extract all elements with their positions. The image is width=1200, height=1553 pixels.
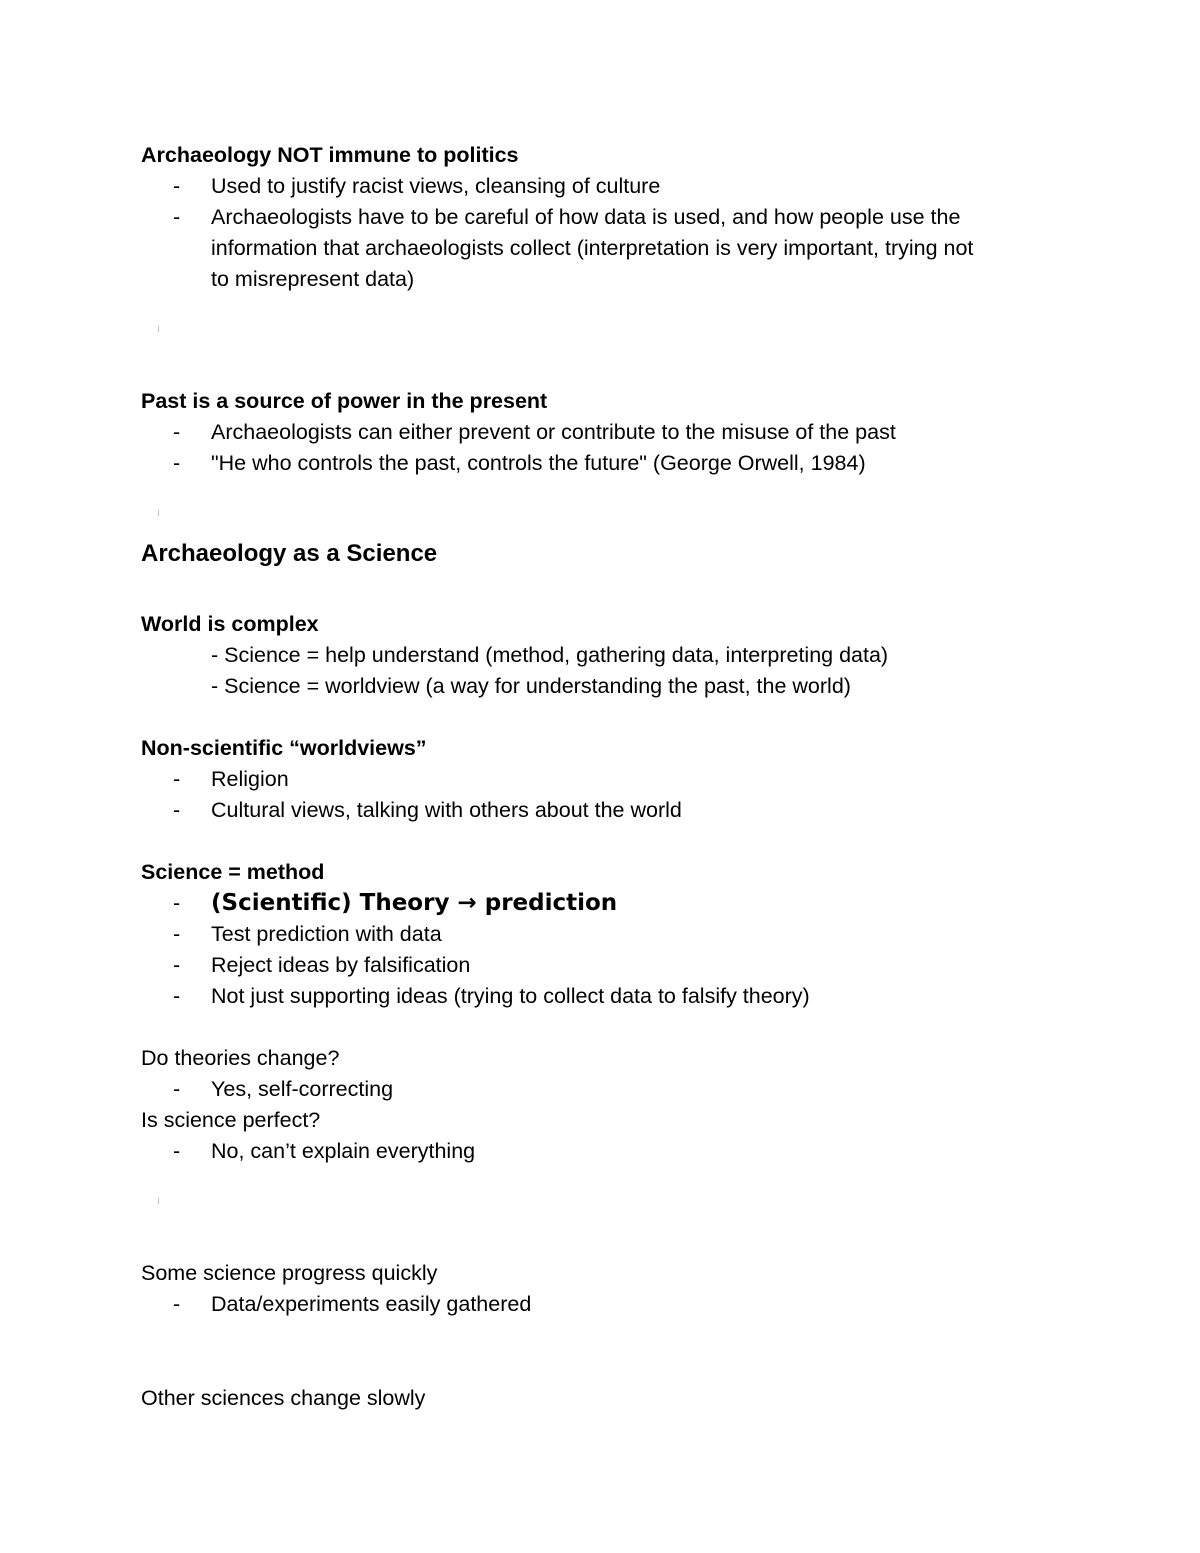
bullet-dash: -: [173, 984, 181, 1008]
bullet-item-continuation: information that archaeologists collect (interpretation is very important, trying not: [211, 236, 974, 260]
paragraph-text: Some science progress quickly: [141, 1261, 438, 1285]
bullet-dash: -: [173, 1292, 181, 1316]
bullet-item: Used to justify racist views, cleansing of culture: [211, 174, 661, 198]
bullet-dash: -: [173, 451, 181, 475]
bullet-dash: -: [173, 798, 181, 822]
faint-mark: [158, 326, 159, 332]
bullet-item-continuation: to misrepresent data): [211, 267, 415, 291]
bullet-item: Religion: [211, 767, 289, 791]
bullet-dash: -: [173, 205, 181, 229]
paragraph-text: Other sciences change slowly: [141, 1386, 426, 1410]
bullet-dash: -: [173, 953, 181, 977]
bullet-item: Archaeologists can either prevent or contribute to the misuse of the past: [211, 420, 896, 444]
section-heading-non-scientific: Non-scientific “worldviews”: [141, 736, 427, 760]
question-text: Do theories change?: [141, 1046, 340, 1070]
bullet-item: No, can’t explain everything: [211, 1139, 476, 1163]
section-heading-past-power: Past is a source of power in the present: [141, 389, 548, 413]
bullet-dash: -: [173, 1139, 181, 1163]
section-heading-world-complex: World is complex: [141, 612, 319, 636]
page-title: Archaeology as a Science: [141, 540, 438, 567]
bullet-dash: -: [173, 767, 181, 791]
indented-line: - Science = help understand (method, gathering data, interpreting data): [211, 643, 889, 667]
question-text: Is science perfect?: [141, 1108, 321, 1132]
bullet-item-theory: (Scientific) Theory → prediction: [211, 890, 618, 916]
section-heading-science-method: Science = method: [141, 860, 325, 884]
bullet-dash: -: [173, 420, 181, 444]
bullet-item: Not just supporting ideas (trying to collect data to falsify theory): [211, 984, 810, 1008]
bullet-item: Archaeologists have to be careful of how data is used, and how people use the: [211, 205, 961, 229]
bullet-item: "He who controls the past, controls the future" (George Orwell, 1984): [211, 451, 866, 475]
bullet-item: Data/experiments easily gathered: [211, 1292, 532, 1316]
bullet-item: Reject ideas by falsification: [211, 953, 471, 977]
bullet-dash: -: [173, 922, 181, 946]
faint-mark: [158, 1198, 159, 1204]
bullet-item: Test prediction with data: [211, 922, 442, 946]
bullet-dash: -: [173, 891, 181, 915]
bullet-item: Yes, self-correcting: [211, 1077, 394, 1101]
bullet-dash: -: [173, 174, 181, 198]
faint-mark: [158, 510, 159, 516]
bullet-dash: -: [173, 1077, 181, 1101]
indented-line: - Science = worldview (a way for understanding the past, the world): [211, 674, 851, 698]
bullet-item: Cultural views, talking with others about the world: [211, 798, 682, 822]
section-heading-politics: Archaeology NOT immune to politics: [141, 143, 519, 167]
